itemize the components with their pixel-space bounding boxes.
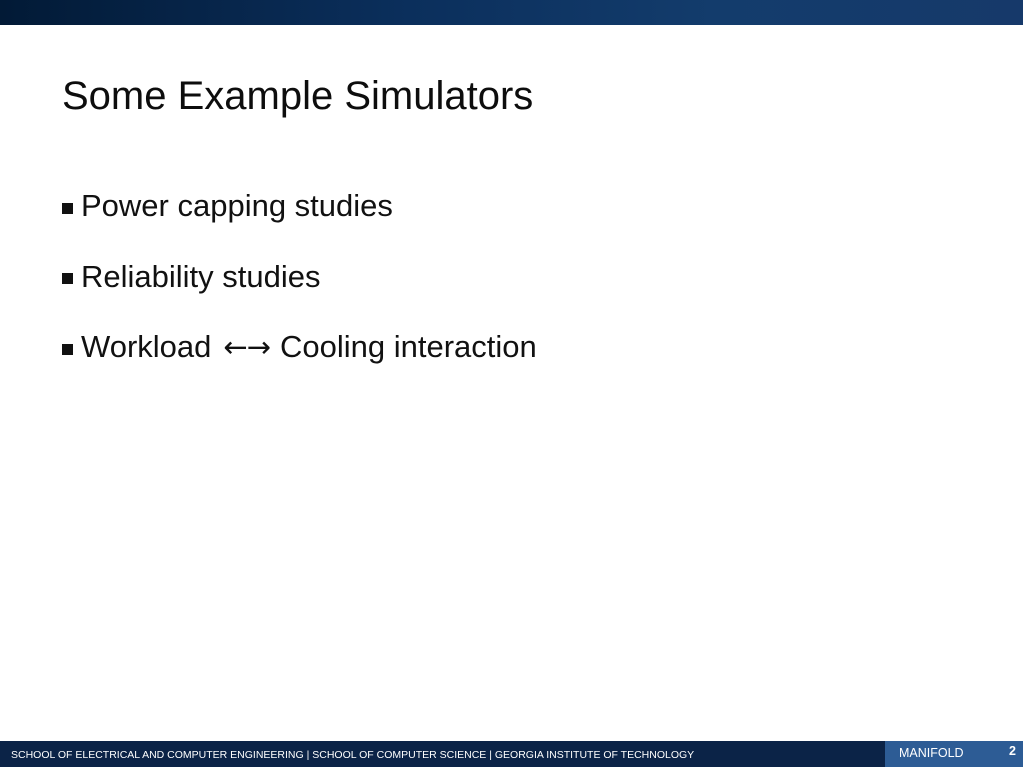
bidirectional-arrow-icon: ←→ [223,330,270,364]
square-bullet-icon [62,344,73,355]
bullet-text: Power capping studies [81,188,393,223]
square-bullet-icon [62,273,73,284]
bullet-list [62,186,537,398]
bullet-item-reliability [62,257,537,297]
bullet-text-cooling: Cooling interaction [279,329,537,364]
square-bullet-icon [62,203,73,214]
page-number: 2 [1009,744,1016,758]
footer-band [0,741,1023,767]
bullet-text-workload: Workload [81,329,212,364]
bullet-text: Reliability studies [81,258,321,294]
footer-project-label: MANIFOLD [899,746,964,760]
footer-project-box [885,741,1023,767]
slide-title: Some Example Simulators [62,74,534,118]
footer-affiliation: SCHOOL OF ELECTRICAL AND COMPUTER ENGINEERING | SCHOOL OF COMPUTER SCIENCE | GEORGIA INSTITUTE OF TECHNOLOGY [11,749,695,761]
header-band [0,0,1023,25]
bullet-item-power-capping [62,186,537,226]
bullet-item-workload-cooling [62,327,537,367]
